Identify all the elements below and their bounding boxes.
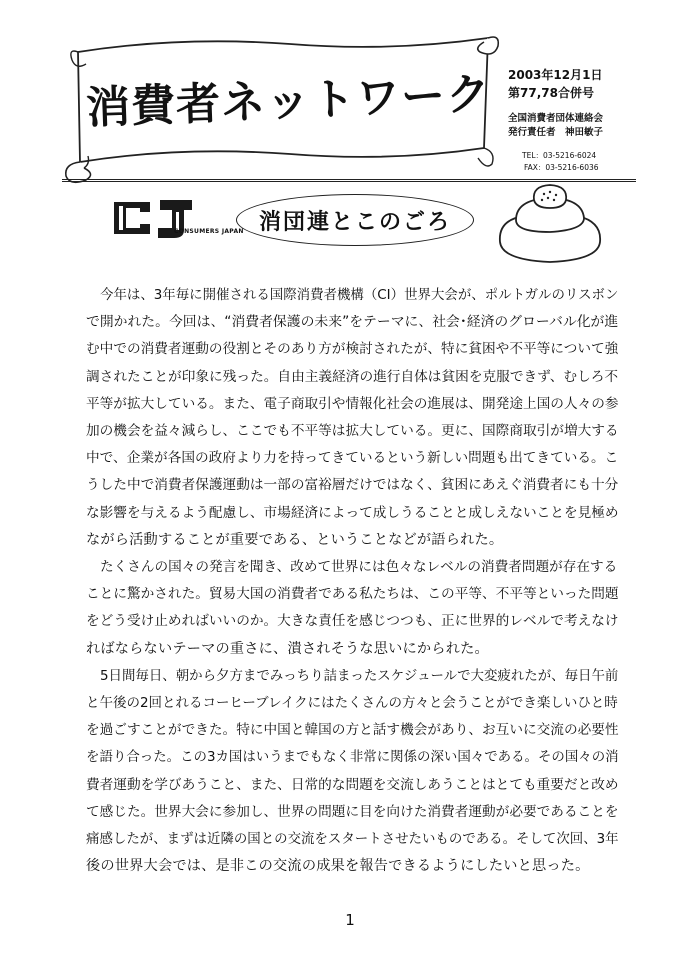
text-line: な影響を与えるよう配慮し、市場経済によって成しうることと成しえないことを見極め — [86, 504, 619, 521]
text-line: 平等が拡大している。また、電子商取引や情報化社会の進展は、開発途上国の人々の参 — [86, 395, 619, 412]
article-paragraph-3 — [86, 663, 618, 881]
text-line: 調されたことが印象に残った。自由主義経済の進行自体は貧困を克服できず、むしろ不 — [86, 368, 619, 385]
text-line: ことに驚かされた。貿易大国の消費者である私たちは、この平等、不平等といった問題 — [86, 586, 619, 603]
issue-date: 2003年12月1日 — [508, 68, 603, 82]
kagami-mochi-icon — [494, 180, 606, 270]
text-line: む中での消費者運動の役割とそのあり方が検討されたが、特に貧困や不平等について強 — [86, 341, 619, 358]
article-paragraph-2 — [86, 554, 618, 663]
text-line: 5日間毎日、朝から夕方までみっちり詰まったスケジュールで大変疲れたが、毎日午前 — [100, 668, 619, 684]
text-line: を語り合った。この3カ国はいうまでもなく非常に関係の深い国々である。その国々の消 — [86, 750, 619, 766]
text-line: と午後の2回とれるコーヒーブレイクにはたくさんの方々と会うことができ楽しいひと時 — [86, 695, 618, 712]
text-line: 後の世界大会では、是非この交流の成果を報告できるようにしたいと思った。 — [86, 858, 590, 875]
text-line: たくさんの国々の発言を聞き、改めて世界には色々なレベルの消費者問題が存在する — [100, 559, 618, 576]
cj-logo — [110, 196, 244, 244]
article-paragraph-1 — [86, 282, 618, 554]
contact-block — [508, 150, 688, 174]
publisher-organization: 全国消費者団体連絡会 — [508, 113, 604, 124]
masthead-title: 消費者ネットワーク — [85, 68, 492, 134]
cj-logo-subtitle: CONSUMERS JAPAN — [174, 228, 244, 235]
page-number: 1 — [345, 911, 355, 929]
text-line: をどう受け止めればいいのか。大きな責任を感じつつも、正に世界的レベルで考えなけ — [86, 613, 619, 630]
issue-number: 第77,78合併号 — [508, 86, 594, 100]
text-line: 今年は、3年毎に開催される国際消費者機構（CI）世界大会が、ポルトガルのリスボン — [100, 288, 619, 303]
section-label-oval — [236, 194, 474, 246]
section-label: 消団連とこのごろ — [258, 209, 451, 235]
text-line: を過ごすことができた。特に中国と韓国の方と話す機会があり、お互いに交流の必要性 — [86, 722, 619, 739]
text-line: ればならないテーマの重さに、潰されそうな思いにかられた。 — [86, 640, 489, 657]
tel-line: TEL：03-5216-6024 — [522, 151, 597, 160]
fax-line: FAX：03-5216-6036 — [524, 163, 599, 172]
text-line: 痛感したが、まずは近隣の国との交流をスタートさせたいものである。そして次回、3年 — [86, 832, 619, 848]
text-line: ながら活動することが重要である、ということなどが語られた。 — [86, 531, 504, 548]
text-line: うした中で消費者保護運動は一部の富裕層だけではなく、貧困にあえぐ消費者にも十分 — [86, 477, 619, 494]
text-line: 加の機会を益々減らし、ここでも不平等は拡大している。更に、国際商取引が増大する — [86, 423, 619, 440]
issue-info — [508, 66, 688, 174]
text-line: て感じた。世界大会に参加し、世界の問題に目を向けた消費者運動が必要であることを — [86, 803, 619, 820]
publisher-editor: 発行責任者 神田敏子 — [508, 127, 604, 138]
text-line: 中で、企業が各国の政府より力を持ってきているという新しい問題も出てきている。こ — [86, 450, 619, 467]
text-line: で開かれた。今回は、“消費者保護の未来”をテーマに、社会･経済のグローバル化が進 — [86, 314, 619, 331]
masthead-banner — [60, 30, 500, 190]
article-body — [86, 282, 618, 880]
text-line: 費者運動を学びあうこと、また、日常的な問題を交流しあうことはとても重要だと改め — [86, 776, 619, 793]
